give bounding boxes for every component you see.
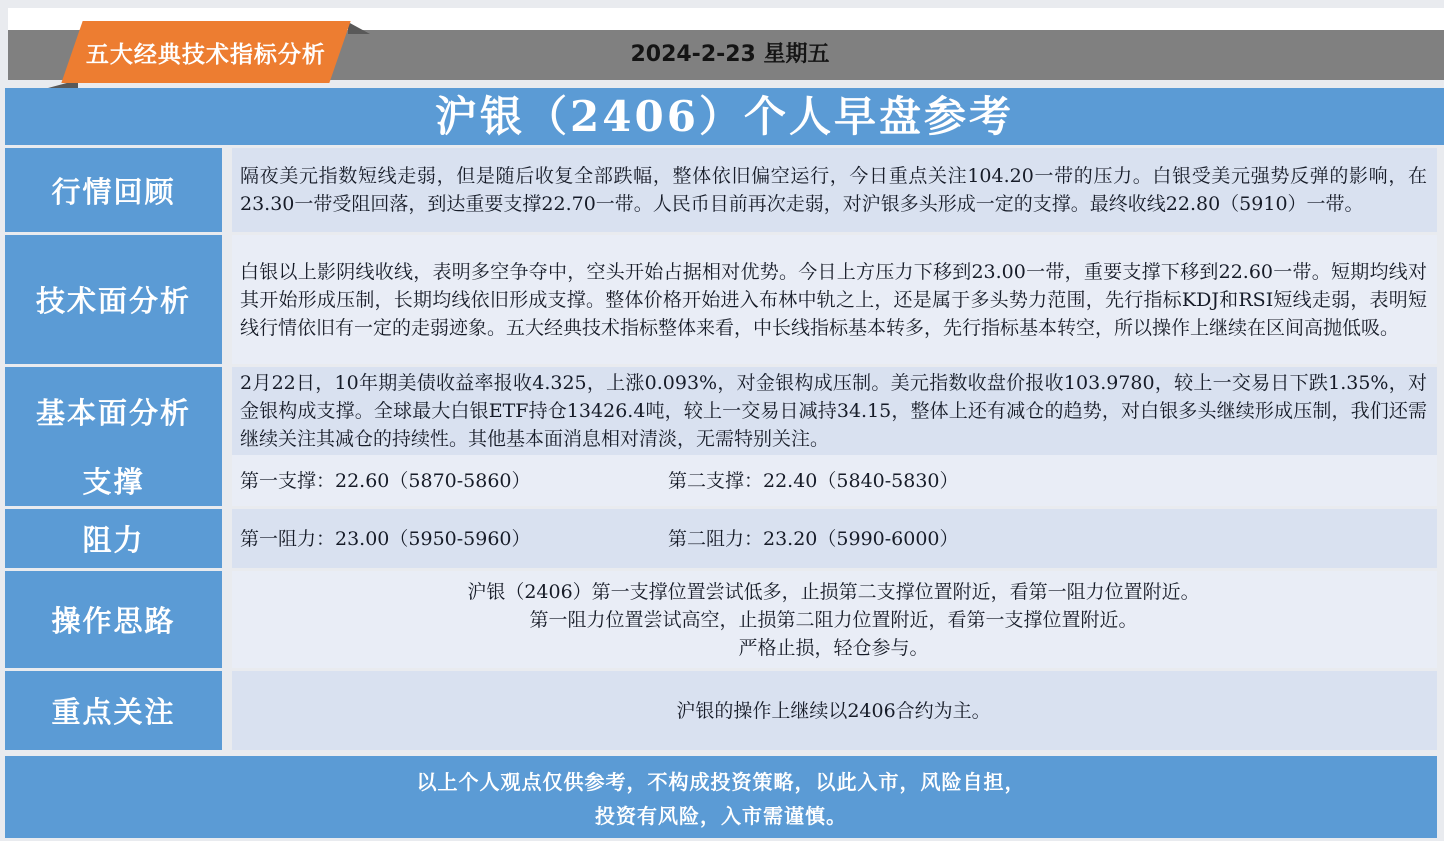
row-label-trade-plan: 操作思路 (5, 571, 222, 668)
row-content-technical-analysis: 白银以上影阴线收线，表明多空争夺中，空头开始占据相对优势。今日上方压力下移到23.00一带，重要支撑下移到22.60一带。短期均线对其开始形成压制，长期均线依旧形成支撑。整体价格开始进入布林中轨之上，还是属于多头势力范围，先行指标KDJ和RSI短线走弱，表明短线行情依旧有一定的走弱迹象。五大经典技术指标整体来看，中长线指标基本转多，先行指标基本转空，所以操作上继续在区间高抛低吸。 (232, 235, 1437, 364)
row-market-review (5, 148, 1437, 232)
row-content-market-review: 隔夜美元指数短线走弱，但是随后收复全部跌幅，整体依旧偏空运行，今日重点关注104.20一带的压力。白银受美元强势反弹的影响，在23.30一带受阻回落，到达重要支撑22.70一带。人民币目前再次走弱，对沪银多头形成一定的支撑。最终收线22.80（5910）一带。 (232, 148, 1437, 232)
row-label-technical-analysis: 技术面分析 (5, 235, 222, 364)
trade-plan-line-3: 严格止损，轻仓参与。 (738, 636, 929, 659)
row-label-fundamental-analysis: 基本面分析 (5, 367, 222, 455)
disclaimer-line-1: 以上个人观点仅供参考，不构成投资策略，以此入市，风险自担， (416, 769, 1026, 794)
trade-plan-line-1: 沪银（2406）第一支撑位置尝试低多，止损第二支撑位置附近，看第一阻力位置附近。 (467, 580, 1200, 603)
row-resistance (5, 509, 1437, 568)
disclaimer-line-2: 投资有风险，入市需谨慎。 (595, 803, 847, 828)
row-trade-plan (5, 571, 1437, 668)
resistance-level-2: 第二阻力：23.20（5990-6000） (668, 527, 959, 550)
trade-plan-line-2: 第一阻力位置尝试高空，止损第二阻力位置附近，看第一支撑位置附近。 (529, 608, 1138, 631)
support-level-2: 第二支撑：22.40（5840-5830） (668, 469, 959, 492)
support-level-1: 第一支撑：22.60（5870-5860） (240, 469, 531, 492)
row-label-market-review: 行情回顾 (5, 148, 222, 232)
row-label-key-focus: 重点关注 (5, 671, 222, 750)
page-title: 沪银（2406）个人早盘参考 (5, 88, 1444, 145)
row-support (5, 455, 1437, 506)
row-key-focus (5, 671, 1437, 750)
row-content-resistance (232, 509, 1437, 568)
row-content-trade-plan (232, 571, 1437, 668)
ribbon-label: 五大经典技术指标分析 (86, 41, 326, 68)
row-technical-analysis (5, 235, 1437, 364)
row-label-resistance: 阻力 (5, 509, 222, 568)
disclaimer (5, 756, 1437, 838)
analysis-table (5, 148, 1437, 753)
banner-date: 2024-2-23 星期五 (630, 42, 830, 67)
ribbon-tag (61, 21, 350, 83)
row-fundamental-analysis (5, 367, 1437, 452)
row-content-fundamental-analysis: 2月22日，10年期美债收益率报收4.325，上涨0.093%，对金银构成压制。美元指数收盘价报收103.9780，较上一交易日下跌1.35%，对金银构成支撑。全球最大白银ETF持仓13426.4吨，较上一交易日减持34.15，整体上还有减仓的趋势，对白银多头继续形成压制，我们还需继续关注其减仓的持续性。其他基本面消息相对清淡，无需特别关注。 (232, 367, 1437, 455)
key-focus-line: 沪银的操作上继续以2406合约为主。 (676, 699, 991, 722)
resistance-level-1: 第一阻力：23.00（5950-5960） (240, 527, 531, 550)
row-content-key-focus (232, 671, 1437, 750)
row-label-support: 支撑 (5, 455, 222, 506)
row-content-support (232, 455, 1437, 506)
